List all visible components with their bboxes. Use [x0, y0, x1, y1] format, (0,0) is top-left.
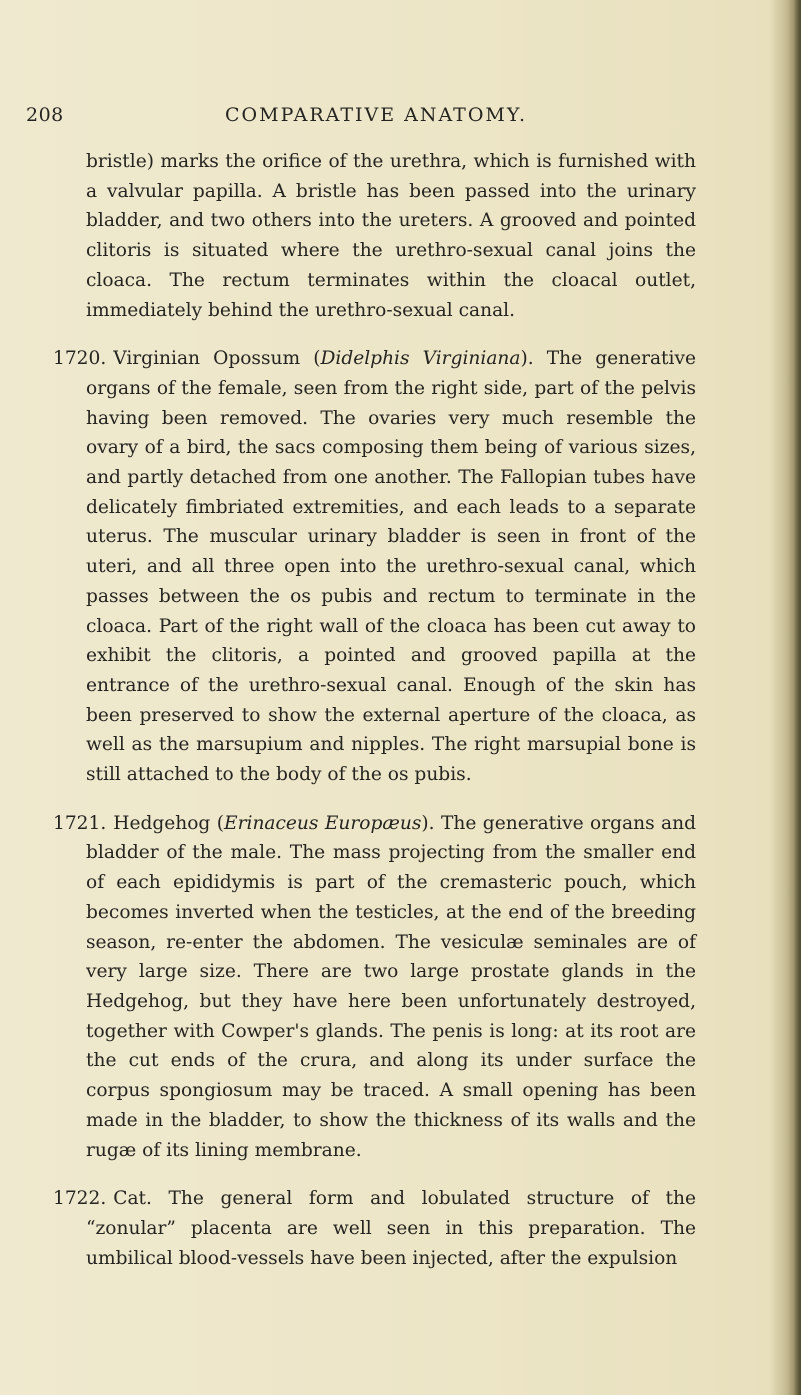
running-head: COMPARATIVE ANATOMY.: [225, 104, 527, 126]
entry-1722: [53, 1184, 696, 1273]
entry-body: The generative organs and bladder of the male. The mass projecting from the smaller end of each epididymis is part of the cremasteric pouch, which becomes inverted when the testicles, at the end of the breeding season, re-enter the abdomen. The vesiculæ seminales are of very large size. There are two large prostate glands in the Hedgehog, but they have here been unfortunately destroyed, together with Cowper's glands. The penis is long: at its root are the cut ends of the crura, and along its under surface the corpus spongiosum may be traced. A small opening has been made in the bladder, to show the thickness of its walls and the rugæ of its lining membrane.: [86, 812, 697, 1161]
page-header: [26, 104, 726, 136]
entry-body: The general form and lobulated structure of the “zonular” placenta are well seen in this preparation. The umbilical blood-vessels have been injected, after the expulsion: [86, 1188, 696, 1269]
entry-number: 1721.: [53, 812, 107, 834]
entry-1721: 1721. Hedgehog (Erinaceus Europæus). The generative organs and bladder of the male. The mass projecting from the smaller end of each epididymis is part of the cremasteric pouch, which becomes inverted when the testicles, at the end of the breeding season, re-enter the abdomen. The vesiculæ seminales are of very large size. There are two large prostate glands in the Hedgehog, but they have here been unfortunately destroyed, together with Cowper's glands. The penis is long: at its root are the cut ends of the crura, and along its under surface the corpus spongiosum may be traced. A small opening has been made in the bladder, to show the thickness of its walls and the rugæ of its lining membrane.: [53, 812, 697, 1161]
entry-number: 1722.: [53, 1188, 107, 1210]
entry-number: 1720.: [53, 348, 107, 370]
body-text: [53, 147, 697, 1273]
entry-latin-name: Erinaceus Europæus: [224, 812, 422, 834]
entry-title: Cat.: [113, 1188, 152, 1210]
entry-1720: 1720. Virginian Opossum (Didelphis Virginiana). The generative organs of the female, seen from the right side, part of the pelvis having been removed. The ovaries very much resemble the ovary of a bird, the sacs composing them being of various sizes, and partly detached from one another. The Fallopian tubes have delicately fimbriated extremities, and each leads to a separate uterus. The muscular urinary bladder is seen in front of the uteri, and all three open into the urethro-sexual canal, which passes between the os pubis and rectum to terminate in the cloaca. Part of the right wall of the cloaca has been cut away to exhibit the clitoris, a pointed and grooved papilla at the entrance of the urethro-sexual canal. Enough of the skin has been preserved to show the external aperture of the cloaca, as well as the marsupium and nipples. The right marsupial bone is still attached to the body of the os pubis.: [53, 348, 696, 786]
page-number: 208: [26, 104, 64, 126]
entry-title: Hedgehog: [113, 812, 211, 834]
intro-paragraph: bristle) marks the orifice of the urethra, which is furnished with a valvular papilla. A bristle has been passed into the urinary bladder, and two others into the ureters. A grooved and pointed clitoris is situated where the urethro-sexual canal joins the cloaca. The rectum terminates within the cloacal outlet, immediately behind the urethro-sexual canal.: [86, 151, 696, 321]
entry-latin-name: Didelphis Virginiana: [320, 348, 521, 370]
page-edge-shadow: [787, 0, 801, 1395]
entry-body: The generative organs of the female, seen from the right side, part of the pelvis having been removed. The ovaries very much resemble the ovary of a bird, the sacs composing them being of various sizes, and partly detached from one another. The Fallopian tubes have delicately fimbriated extremities, and each leads to a separate uterus. The muscular urinary bladder is seen in front of the uteri, and all three open into the urethro-sexual canal, which passes between the os pubis and rectum to terminate in the cloaca. Part of the right wall of the cloaca has been cut away to exhibit the clitoris, a pointed and grooved papilla at the entrance of the urethro-sexual canal. Enough of the skin has been preserved to show the external aperture of the cloaca, as well as the marsupium and nipples. The right marsupial bone is still attached to the body of the os pubis.: [86, 348, 696, 786]
entry-title: Virginian Opossum: [113, 348, 301, 370]
